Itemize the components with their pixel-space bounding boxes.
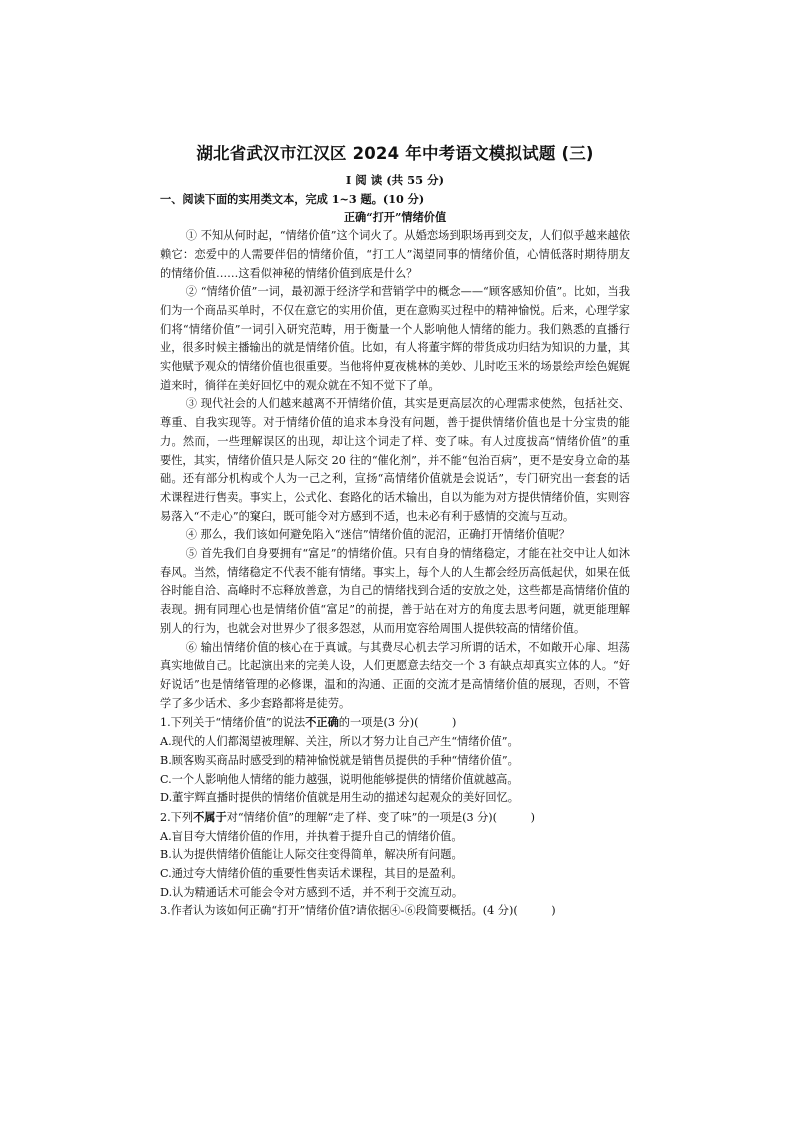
article-paragraph-2: ② “情绪价值”一词，最初源于经济学和营销学中的概念——“顾客感知价值”。比如，当我们为一个商品买单时，不仅在意它的实用价值，更在意购买过程中的精神愉悦。后来，心理学家们将“情绪价值”一词引入研究范畴，用于衡量一个人影响他人情绪的能力。我们熟悉的直播行业，很多时候主播输出的就是情绪价值。比如，有人将董宇辉的带货成功归结为知识的力量，其实他赋予观众的情绪价值也很重要。当他将仲夏夜桃林的美妙、儿时吃玉米的场景绘声绘色娓娓道来时，徜徉在美好回忆中的观众就在不知不觉下了单。 — [160, 285, 630, 392]
question-2-option-a: A.盲目夸大情绪价值的作用，并执着于提升自己的情绪价值。 — [160, 829, 463, 843]
question-1-option-c: C.一个人影响他人情绪的能力越强，说明他能够提供的情绪价值就越高。 — [160, 772, 519, 786]
question-3-stem — [160, 902, 630, 921]
question-2-option-c: C.通过夸大情绪价值的重要性售卖话术课程，其目的是盈利。 — [160, 867, 463, 881]
article-paragraph-4: ④ 那么，我们该如何避免陷入“迷信”情绪价值的泥沼，正确打开情绪价值呢？ — [185, 528, 570, 542]
article-title: 正确“打开”情绪价值 — [343, 210, 447, 225]
article-paragraph-5: ⑤ 首先我们自身要拥有“富足”的情绪价值。只有自身的情绪稳定，才能在社交中让人如沐春风。当然，情绪稳定不代表不能有情绪。事实上，每个人的人生都会经历高低起伏，如果在低谷时能自洽、高峰时不忘释放善意，为自己的情绪找到合适的安放之处，这些都是高情绪价值的表现。拥有同理心也是情绪价值“富足”的前提，善于站在对方的角度去思考问题，就更能理解别人的行为，也就会对世界少了很多怨怼，从而用宽容给周围人提供较高的情绪价值。 — [160, 547, 630, 635]
part-heading: Ⅰ 阅 读 (共 55 分) — [345, 173, 445, 187]
exam-page — [160, 142, 630, 921]
question-1-stem — [160, 713, 630, 733]
question-1-option-d: D.董宇辉直播时提供的情绪价值就是用生动的描述勾起观众的美好回忆。 — [160, 791, 519, 805]
article-paragraph-3: ③ 现代社会的人们越来越离不开情绪价值，其实是更高层次的心理需求使然，包括社交、尊重、自我实现等。对于情绪价值的追求本身没有问题，善于提供情绪价值也是十分宝贵的能力。然而，一些理解误区的出现，却让这个词走了样、变了味。有人过度拔高“情绪价值”的重要性，其实，情绪价值只是人际交 20 往的“催化剂”，并不能“包治百病”，更不是安身立命的基础。还有部分机构或个人为一己之利，宣扬“高情绪价值就是会说话”，专门研究出一套套的话术课程进行售卖。事实上，公式化、套路化的话术输出，自以为能为对方提供情绪价值，实则容易落入“不走心”的窠臼，既可能令对方感到不适，也未必有利于感情的交流与互动。 — [160, 397, 630, 523]
question-1-option-a: A.现代的人们都渴望被理解、关注，所以才努力让自己产生“情绪价值”。 — [160, 735, 519, 749]
question-1-emphasis: 不正确 — [305, 715, 339, 730]
page-title: 湖北省武汉市江汉区 2024 年中考语文模拟试题 (三) — [196, 144, 594, 163]
question-1-option-b: B.顾客购买商品时感受到的精神愉悦就是销售员提供的手种“情绪价值”。 — [160, 753, 519, 767]
question-2-stem-post: 对“情绪价值”的理解“走了样、变了味”的一项是(3 分)( ) — [226, 810, 535, 824]
question-2-emphasis: 不属于 — [193, 809, 227, 824]
question-2-stem — [160, 808, 630, 828]
question-3-stem-pre: 3.作者认为该如何正确“打开”情绪价值?请依据④-⑥段简要概括。(4 分)( ) — [160, 904, 556, 918]
article-paragraph-6: ⑥ 输出情绪价值的核心在于真诚。与其费尽心机去学习所谓的话术，不如敞开心扉、坦荡真实地做自己。比起演出来的完美人设，人们更愿意去结交一个 3 有缺点却真实立体的人。“好好说话”也是情绪管理的必修课，温和的沟通、正面的交流才是高情绪价值的展现，否则，不管学了多少话术、多少套路都将是徒劳。 — [160, 640, 630, 710]
question-2-stem-pre: 2.下列 — [160, 810, 194, 824]
section-heading: 一、阅读下面的实用类文本，完成 1~3 题。(10 分) — [160, 191, 425, 206]
question-1-stem-post: 的一项是(3 分)( ) — [338, 716, 457, 730]
question-2-option-b: B.认为提供情绪价值能让人际交往变得简单，解决所有问题。 — [160, 848, 463, 862]
article-paragraph-1: ① 不知从何时起，“情绪价值”这个词火了。从婚恋场到职场再到交友，人们似乎越来越依赖它：恋爱中的人需要伴侣的情绪价值，“打工人”渴望同事的情绪价值，心情低落时期待朋友的情绪价值……这看似神秘的情绪价值到底是什么？ — [160, 229, 630, 280]
question-2-option-d: D.认为精通话术可能会令对方感到不适，并不利于交流互动。 — [160, 885, 464, 899]
question-1-stem-pre: 1.下列关于“情绪价值”的说法 — [160, 716, 306, 730]
